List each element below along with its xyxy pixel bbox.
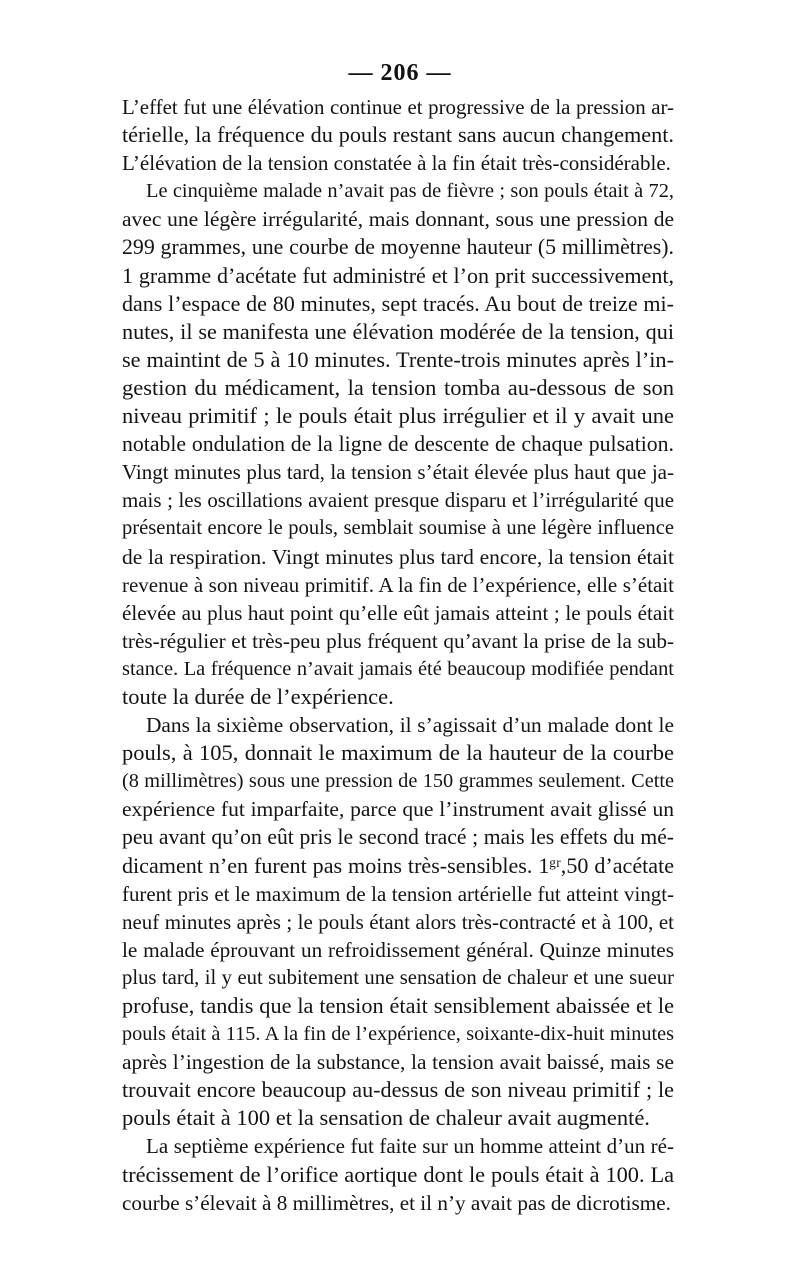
text-line: trouvait encore beaucoup au-dessus de son niveau primitif ; le [122,1077,674,1103]
paragraph [122,177,674,711]
text-line: peu avant qu’on eût pris le second tracé ; mais les effets du mé- [122,825,674,850]
body-text [122,93,674,1217]
text-line: courbe s’élevait à 8 millimètres, et il n’y avait pas de dicrotisme. [122,1190,671,1215]
text-line: gestion du médicament, la tension tomba au-dessous de son [122,374,674,400]
text-line: stance. La fréquence n’avait jamais été beaucoup modifiée pendant [122,657,674,680]
text-line: pouls, à 105, donnait le maximum de la hauteur de la courbe [122,740,674,766]
text-line: toute la durée de l’expérience. [122,683,394,709]
text-line: neuf minutes après ; le pouls étant alors très-contracté et à 100, et [122,909,674,934]
text-line: avec une légère irrégularité, mais donnant, sous une pression de [122,207,674,232]
text-line: L’effet fut une élévation continue et progressive de la pression ar- [122,95,674,119]
text-line: dicament n’en furent pas moins très-sensibles. 1ᵍʳ,50 d’acétate [122,852,674,878]
text-line: 299 grammes, une courbe de moyenne hauteur (5 millimètres). [122,235,674,260]
text-line: le malade éprouvant un refroidissement général. Quinze minutes [122,937,674,962]
text-line: La septième expérience fut faite sur un homme atteint d’un ré- [146,1134,674,1159]
paragraph [122,93,674,177]
text-line: 1 gramme d’acétate fut administré et l’on prit successivement, [122,262,674,288]
paragraph [122,711,674,1132]
text-line: pouls était à 115. A la fin de l’expérience, soixante-dix-huit minutes [122,1023,674,1046]
text-line: mais ; les oscillations avaient presque disparu et l’irrégularité que [122,488,674,513]
text-line: Dans la sixième observation, il s’agissait d’un malade dont le [146,713,674,738]
paragraph [122,1132,674,1216]
text-line: profuse, tandis que la tension était sensiblement abaissée et le [122,993,674,1018]
text-line: après l’ingestion de la substance, la tension avait baissé, mais se [122,1050,674,1075]
text-line: notable ondulation de la ligne de descente de chaque pulsation. [122,432,674,457]
text-line: se maintint de 5 à 10 minutes. Trente-trois minutes après l’in- [122,346,674,372]
text-line: trécissement de l’orifice aortique dont le pouls était à 100. La [122,1161,674,1187]
text-line: revenue à son niveau primitif. A la fin de l’expérience, elle s’était [122,572,674,597]
text-line: furent pris et le maximum de la tension artérielle fut atteint vingt- [122,881,674,906]
text-line: térielle, la fréquence du pouls restant sans aucun changement. [122,122,674,148]
text-line: très-régulier et très-peu plus fréquent qu’avant la prise de la sub- [122,628,674,653]
text-line: L’élévation de la tension constatée à la fin était très-considérable. [122,151,671,176]
text-line: dans l’espace de 80 minutes, sept tracés. Au bout de treize mi- [122,290,674,316]
text-line: Vingt minutes plus tard, la tension s’était élevée plus haut que ja- [122,460,674,485]
text-line: niveau primitif ; le pouls était plus irrégulier et il y avait une [122,403,674,429]
text-line: Le cinquième malade n’avait pas de fièvre ; son pouls était à 72, [146,180,674,203]
text-line: élevée au plus haut point qu’elle eût jamais atteint ; le pouls était [122,600,674,625]
text-line: (8 millimètres) sous une pression de 150 grammes seulement. Cette [122,770,674,793]
text-line: nutes, il se manifesta une élévation modérée de la tension, qui [122,318,674,344]
text-line: plus tard, il y eut subitement une sensation de chaleur et une sueur [122,966,674,989]
text-line: pouls était à 100 et la sensation de chaleur avait augmenté. [122,1105,650,1131]
page-number: — 206 — [348,60,452,86]
text-line: présentait encore le pouls, semblait soumise à une légère influence [122,517,674,540]
text-line: expérience fut imparfaite, parce que l’instrument avait glissé un [122,797,674,822]
text-line: de la respiration. Vingt minutes plus tard encore, la tension était [122,544,674,569]
